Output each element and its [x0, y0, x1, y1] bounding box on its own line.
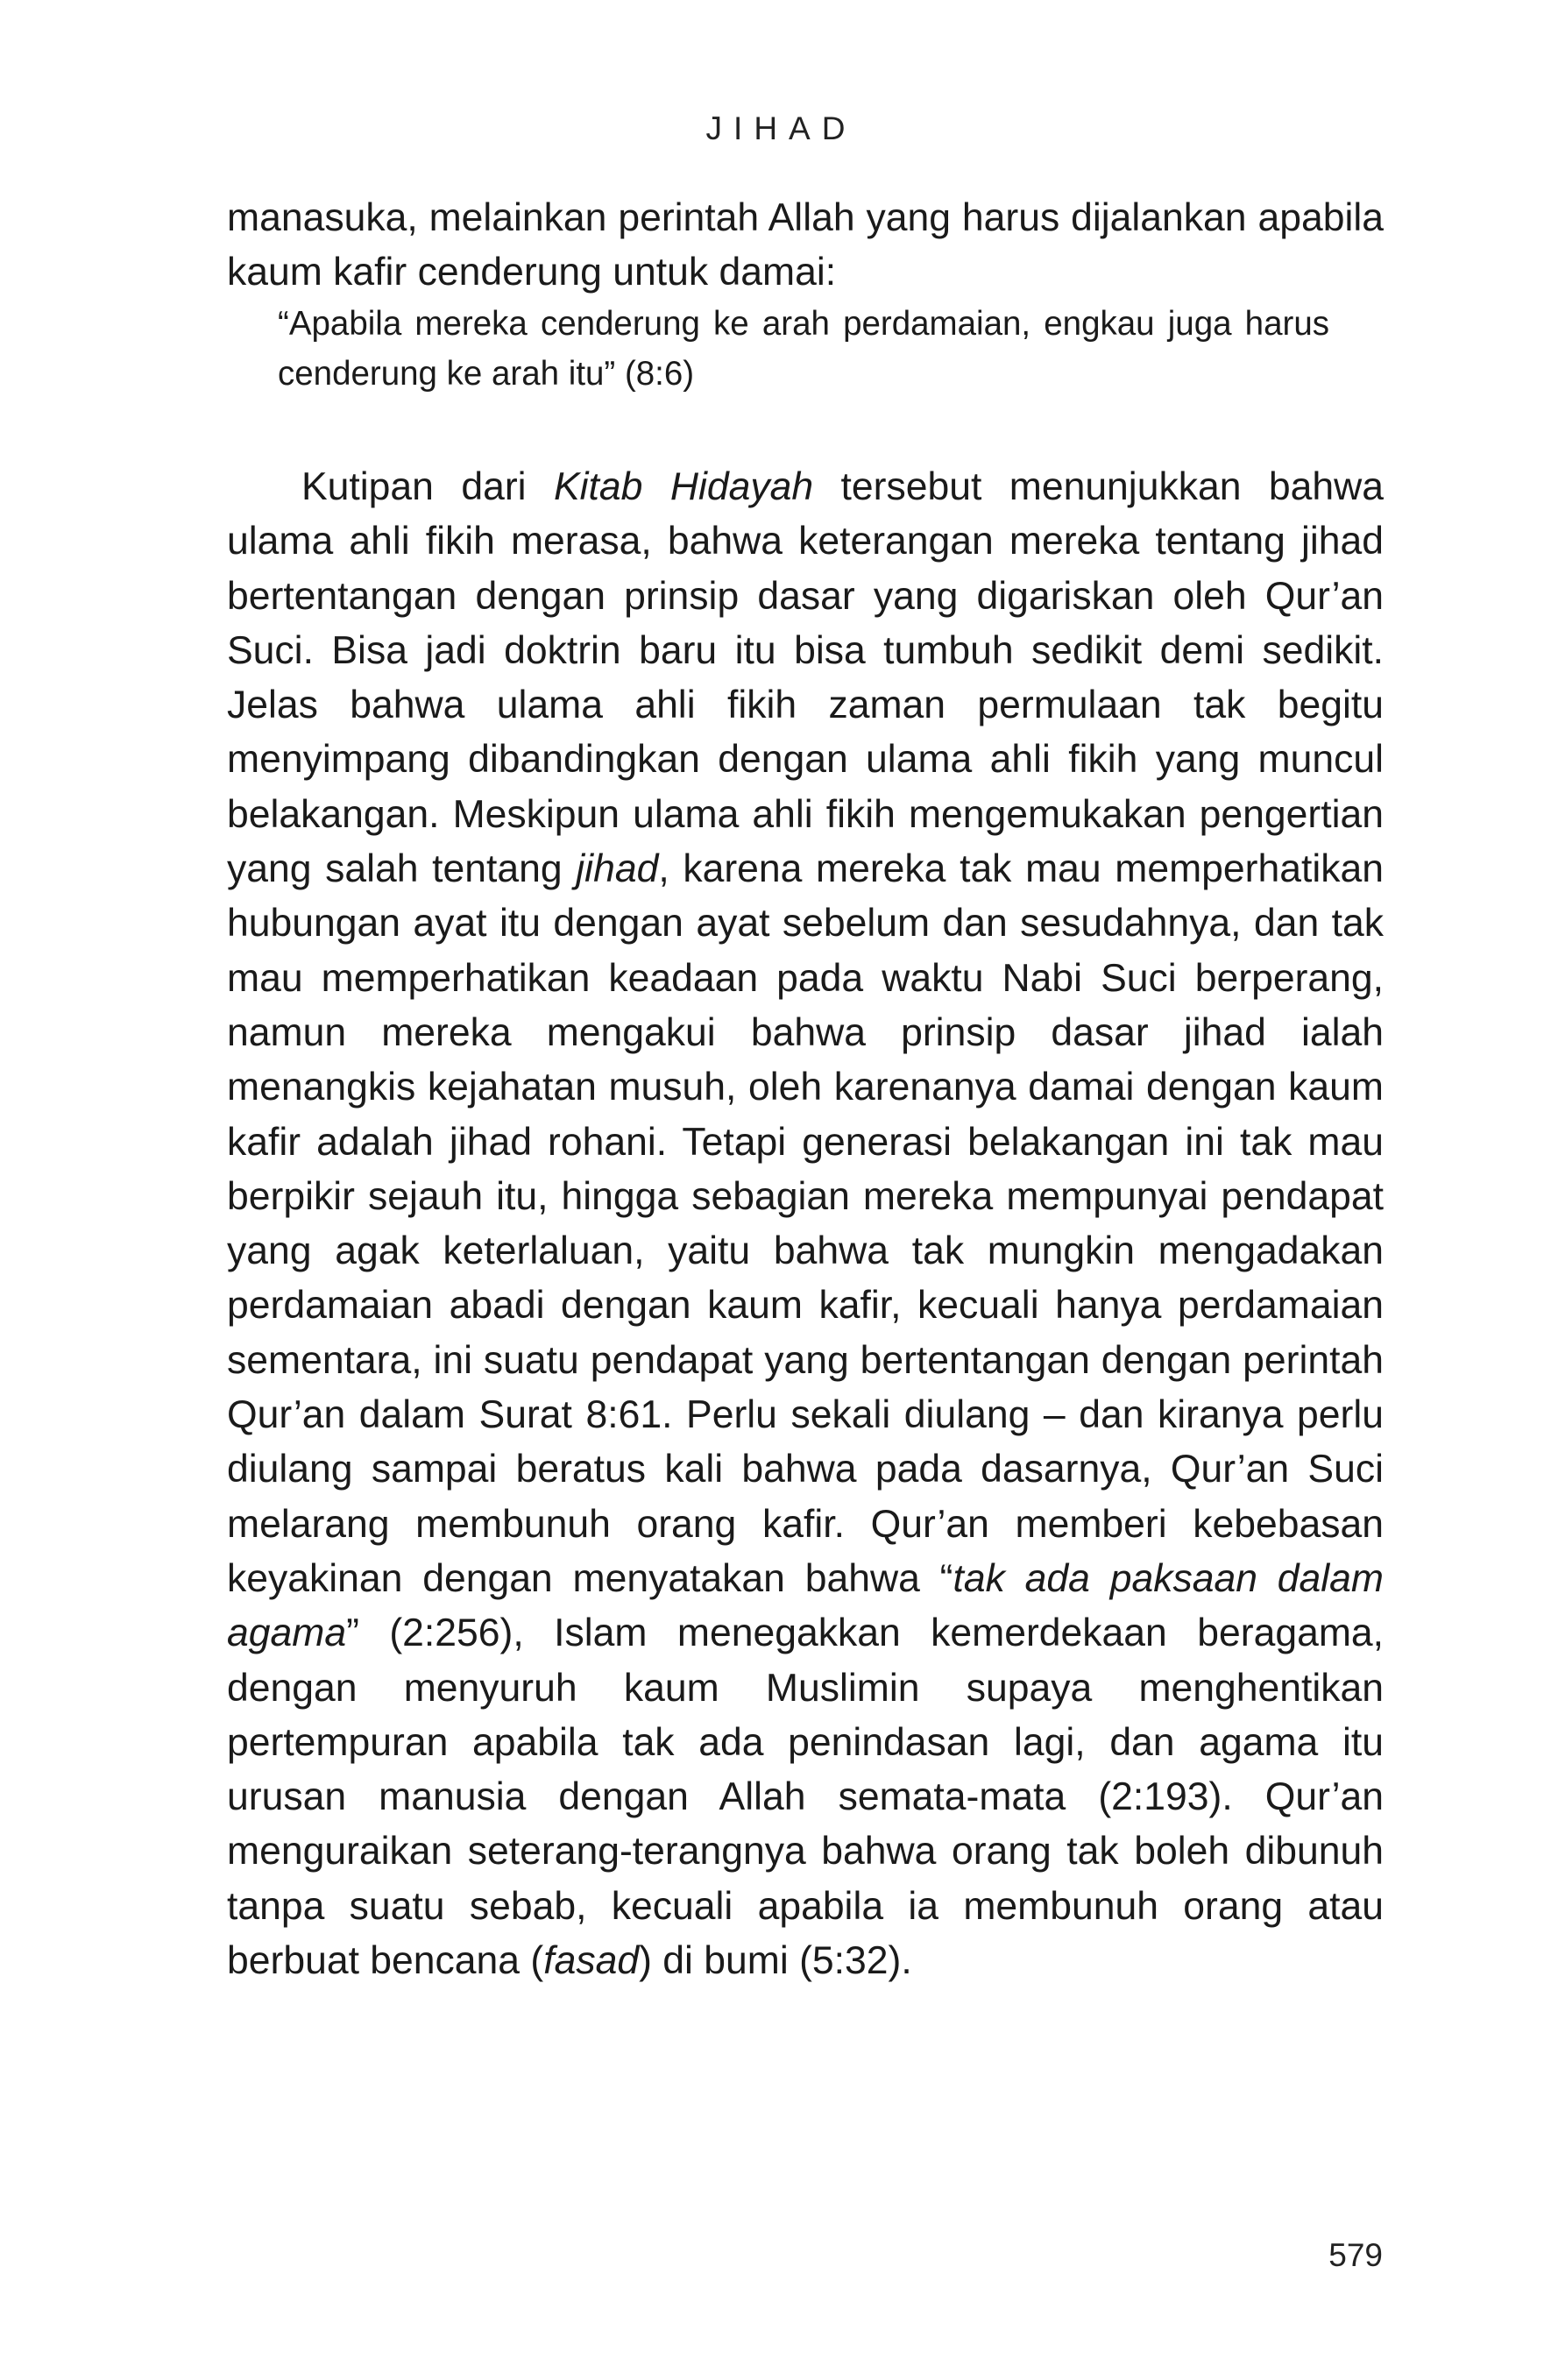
italic-quote-no-compulsion: tak ada paksaan dalam agama [227, 1556, 1384, 1655]
italic-term-fasad: fasad [543, 1939, 640, 1983]
lead-paragraph: manasuka, melainkan perintah Allah yang harus dijalankan apabila kaum kafir cenderung untuk damai: [227, 196, 1384, 294]
paragraph-text: ) di bumi (5:32). [639, 1939, 912, 1983]
paragraph-text: Kutipan dari [301, 465, 554, 508]
italic-term-jihad: jihad [576, 847, 659, 891]
page-number: 579 [1328, 2237, 1383, 2273]
running-head: JIHAD [705, 110, 857, 146]
paragraph-text: tersebut menunjukkan bahwa ulama ahli fikih merasa, bahwa keterangan mereka tentang jihad bertentangan dengan prinsip dasar yang digariskan oleh Qur’an Suci. Bisa jadi doktrin baru itu bisa tumbuh sedikit demi sedikit. Jelas bahwa ulama ahli fikih zaman permulaan tak begitu menyimpang dibandingkan dengan ulama ahli fikih yang muncul belakangan. Meskipun ulama ahli fikih mengemukakan pengertian yang salah tentang [227, 465, 1384, 891]
italic-term-kitab-hidayah: Kitab Hidayah [553, 465, 814, 508]
block-quote: “Apabila mereka cenderung ke arah perdamaian, engkau juga harus cenderung ke arah itu” (8:6) [278, 305, 1329, 393]
paragraph-text: ” (2:256), Islam menegakkan kemerdekaan beragama, dengan menyuruh kaum Muslimin supaya menghentikan pertempuran apabila tak ada penindasan lagi, dan agama itu urusan manusia dengan Allah semata-mata (2:193). Qur’an menguraikan seterang-terangnya bahwa orang tak boleh dibunuh tanpa suatu sebab, kecuali apabila ia membunuh orang atau berbuat bencana ( [227, 1611, 1384, 1983]
paragraph-text: , karena mereka tak mau memperhatikan hubungan ayat itu dengan ayat sebelum dan sesudahnya, dan tak mau memperhatikan keadaan pada waktu Nabi Suci berperang, namun mereka mengakui bahwa prinsip dasar jihad ialah menangkis kejahatan musuh, oleh karenanya damai dengan kaum kafir adalah jihad rohani. Tetapi generasi belakangan ini tak mau berpikir sejauh itu, hingga sebagian mereka mempunyai pendapat yang agak keterlaluan, yaitu bahwa tak mungkin mengadakan perdamaian abadi dengan kaum kafir, kecuali hanya perdamaian sementara, ini suatu pendapat yang bertentangan dengan perintah Qur’an dalam Surat 8:61. Perlu sekali diulang – dan kiranya perlu diulang sampai beratus kali bahwa pada dasarnya, Qur’an Suci melarang membunuh orang kafir. Qur’an memberi kebebasan keyakinan dengan menyatakan bahwa “ [227, 847, 1384, 1600]
main-paragraph [227, 460, 1384, 1988]
